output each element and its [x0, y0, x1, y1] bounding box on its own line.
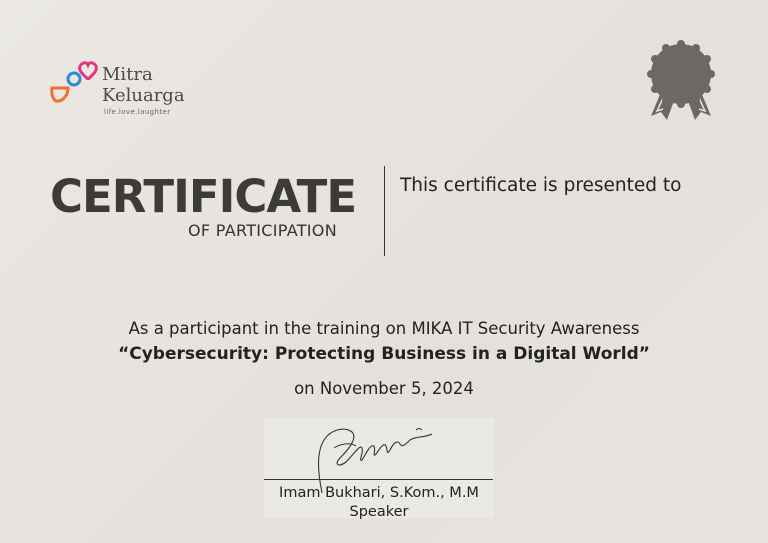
mitra-keluarga-logo-icon [50, 56, 98, 106]
training-title: “Cybersecurity: Protecting Business in a Digital World” [118, 344, 650, 364]
certificate-title: CERTIFICATE [50, 170, 357, 223]
logo-name-line2: Keluarga [102, 85, 185, 106]
award-seal-icon [645, 40, 717, 122]
speaker-name: Imam Bukhari, S.Kom., M.M [279, 485, 479, 501]
training-description: As a participant in the training on MIKA IT Security Awareness [128, 319, 640, 338]
logo-tagline: life.love.laughter [104, 108, 171, 116]
training-date: on November 5, 2024 [294, 379, 474, 398]
certificate-subtitle: OF PARTICIPATION [188, 221, 337, 240]
title-divider [384, 166, 385, 256]
speaker-signature [312, 418, 442, 493]
speaker-role: Speaker [349, 504, 409, 520]
logo-name-line1: Mitra [102, 64, 153, 85]
company-logo [50, 56, 200, 120]
signature-line [264, 479, 493, 480]
presented-to-text: This certificate is presented to [400, 175, 682, 196]
